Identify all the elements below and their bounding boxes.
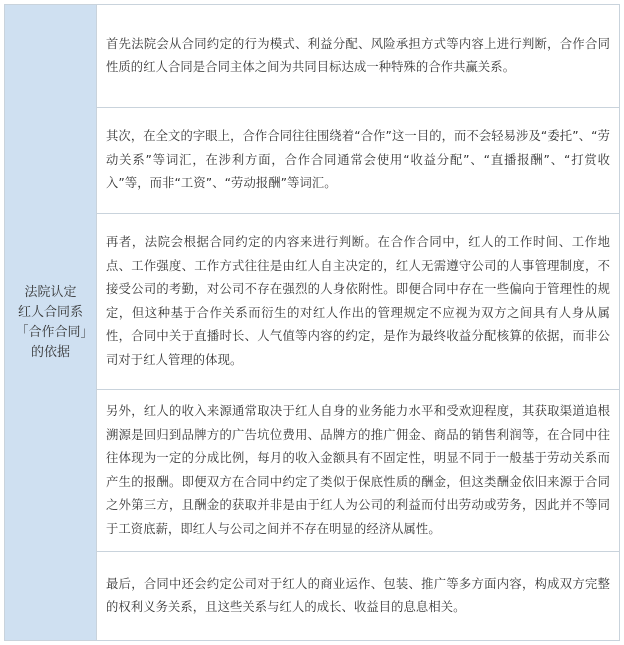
content-row-fifth — [97, 552, 619, 640]
paragraph-second: 其次，在全文的字眼上，合作合同往往围绕着“合作”这一目的，而不会轻易涉及“委托”、“劳动关系”等词汇，在涉利方面，合作合同通常会使用“收益分配”、“直播报酬”、“打赏收入”等，而非“工资”、“劳动报酬”等词汇。 — [106, 129, 610, 191]
content-row-fourth — [97, 390, 619, 552]
paragraph-fourth: 另外，红人的收入来源通常取决于红人自身的业务能力水平和受欢迎程度，其获取渠道追根溯源是回归到品牌方的广告坑位费用、品牌方的推广佣金、商品的销售利润等，在合同中往往体现为一定的分成比例，每月的收入金额具有不固定性，明显不同于一般基于劳动关系而产生的报酬。即便双方在合同中约定了类似于保底性质的酬金，但这类酬金依旧来源于合同之外第三方，且酬金的获取并非是由于红人为公司的利益而付出劳动或劳务，因此并不等同于工资底薪，即红人与公司之间并不存在明显的经济从属性。 — [106, 404, 610, 536]
row-header-line: 的依据 — [30, 344, 70, 360]
paragraph-fifth: 最后，合同中还会约定公司对于红人的商业运作、包装、推广等多方面内容，构成双方完整的权利义务关系，且这些关系与红人的成长、收益目的息息相关。 — [106, 576, 610, 614]
content-row-second — [97, 108, 619, 214]
row-header-line: 红人合同系 — [17, 304, 83, 320]
content-column — [97, 5, 619, 640]
row-header-line: 法院认定 — [24, 284, 77, 300]
basis-table — [4, 4, 620, 641]
paragraph-third: 再者，法院会根据合同约定的内容来进行判断。在合作合同中，红人的工作时间、工作地点、工作强度、工作方式往往是由红人自主决定的，红人无需遵守公司的人事管理制度，不接受公司的考勤，对公司不存在强烈的人身依附性。即便合同中存在一些偏向于管理性的规定，但这种基于合作关系而衍生的对红人作出的管理规定不应视为双方之间具有人身从属性，合同中关于直播时长、人气值等内容的约定，是作为最终收益分配核算的依据，而非公司对于红人管理的体现。 — [106, 235, 610, 367]
content-row-first — [97, 5, 619, 108]
row-header-cell — [5, 5, 97, 640]
content-row-third — [97, 214, 619, 390]
row-header-label — [15, 283, 94, 363]
paragraph-first: 首先法院会从合同约定的行为模式、利益分配、风险承担方式等内容上进行判断，合作合同性质的红人合同是合同主体之间为共同目标达成一种特殊的合作共赢关系。 — [106, 36, 610, 74]
row-header-line: 「合作合同」 — [15, 324, 94, 340]
